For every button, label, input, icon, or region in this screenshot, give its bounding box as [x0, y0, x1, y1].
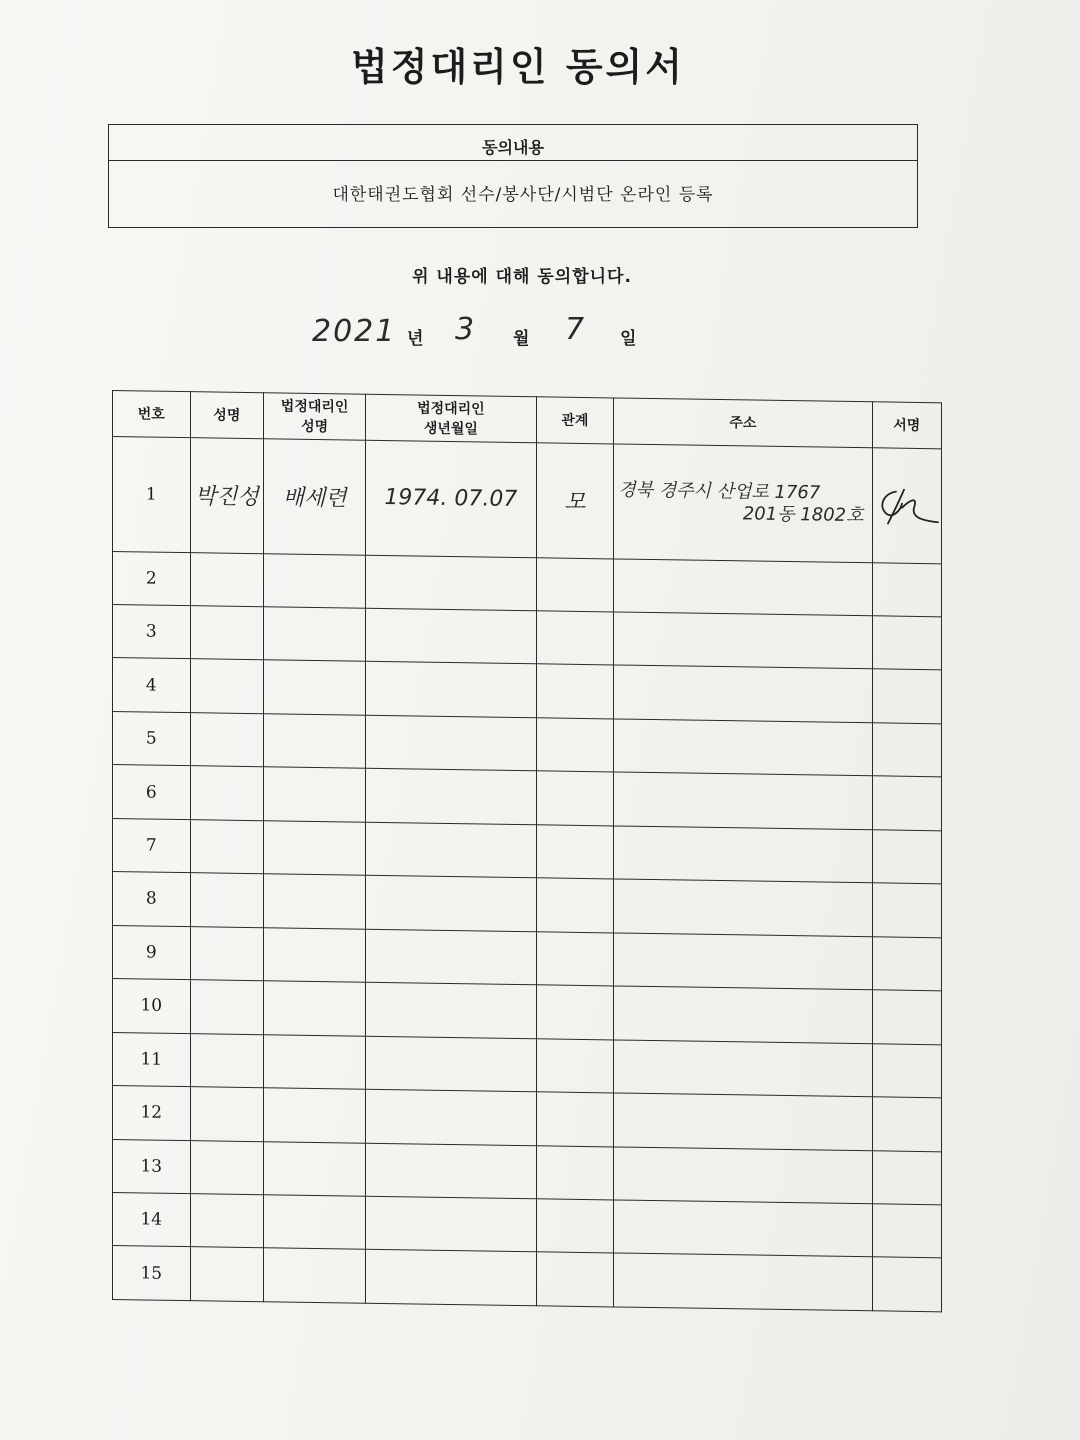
row-name — [190, 926, 264, 981]
row-guardian-dob — [366, 876, 536, 932]
row-signature — [872, 616, 942, 670]
row-relation — [536, 718, 614, 773]
row-guardian-name — [264, 821, 366, 876]
row-guardian-dob — [366, 822, 536, 878]
agreement-text: 위 내용에 대해 동의합니다. — [412, 267, 632, 287]
row-no: 2 — [113, 551, 191, 606]
date-year: 2021 — [312, 314, 397, 349]
header-relation: 관계 — [536, 397, 614, 444]
row-signature — [872, 669, 942, 723]
row-relation — [536, 932, 614, 987]
row-guardian-dob — [366, 929, 536, 985]
row-guardian-name — [264, 1248, 366, 1303]
row-name — [190, 606, 264, 661]
row-guardian-dob — [366, 1036, 536, 1092]
row-guardian-name: 배세련 — [264, 439, 366, 555]
header-name: 성명 — [190, 392, 264, 439]
row-guardian-name — [264, 1034, 366, 1089]
row-guardian-dob — [366, 608, 536, 664]
row-name — [190, 1194, 264, 1249]
row-signature — [872, 1257, 942, 1312]
row-signature — [872, 830, 942, 884]
row-name — [190, 713, 264, 768]
row-signature — [872, 1097, 942, 1151]
date-month-label: 월 — [513, 329, 530, 349]
row-relation — [536, 1199, 614, 1254]
row-address-line1: 경북 경주시 산업로 1767 — [618, 479, 821, 504]
consent-content: 대한태권도협회 선수/봉사단/시범단 온라인 등록 — [332, 184, 714, 205]
row-address — [614, 1253, 872, 1310]
row-guardian-name — [264, 874, 366, 929]
row-address — [614, 665, 872, 722]
header-guardian-name-line2: 성명 — [301, 418, 329, 435]
row-guardian-dob — [366, 769, 536, 825]
row-no: 8 — [113, 872, 191, 927]
row-no: 9 — [113, 925, 191, 980]
header-no: 번호 — [113, 391, 191, 438]
row-guardian-name — [264, 1088, 366, 1143]
date-line — [0, 310, 1080, 360]
row-relation — [536, 985, 614, 1040]
row-relation — [536, 1145, 614, 1200]
row-relation: 모 — [536, 443, 614, 559]
guardian-table — [112, 390, 942, 1312]
row-address — [614, 1200, 872, 1257]
row-relation — [536, 557, 614, 612]
row-address — [614, 826, 872, 883]
header-guardian-name-line1: 법정대리인 — [280, 398, 349, 416]
row-no: 3 — [113, 605, 191, 660]
row-relation — [536, 664, 614, 719]
row-guardian-name — [264, 607, 366, 662]
row-relation — [536, 878, 614, 933]
row-address — [614, 1146, 872, 1203]
row-guardian-dob — [366, 662, 536, 718]
header-guardian-dob-line1: 법정대리인 — [417, 400, 485, 418]
date-day: 7 — [565, 312, 585, 347]
row-relation — [536, 1092, 614, 1147]
row-name — [190, 1033, 264, 1088]
header-guardian-name — [264, 393, 366, 441]
row-address — [614, 1040, 872, 1097]
row-address — [614, 444, 872, 562]
row-name — [190, 766, 264, 821]
document-title: 법정대리인 동의서 — [351, 45, 685, 89]
row-guardian-dob — [366, 715, 536, 771]
table-body — [113, 437, 942, 1312]
consent-heading: 동의내용 — [109, 125, 917, 161]
row-relation — [536, 825, 614, 880]
row-no: 5 — [113, 711, 191, 766]
row-address — [614, 933, 872, 990]
row-signature — [872, 723, 942, 777]
row-address — [614, 879, 872, 936]
row-name — [190, 1247, 264, 1302]
row-address — [614, 986, 872, 1043]
row-guardian-name — [264, 1141, 366, 1196]
date-month: 3 — [455, 312, 475, 347]
row-no: 4 — [113, 658, 191, 713]
row-guardian-name — [264, 714, 366, 769]
row-name: 박진성 — [190, 438, 264, 554]
row-address — [614, 772, 872, 829]
row-guardian-dob — [366, 1250, 536, 1306]
row-signature — [872, 1204, 942, 1258]
consent-box — [108, 124, 918, 228]
row-signature — [872, 936, 942, 990]
row-name — [190, 980, 264, 1035]
header-signature: 서명 — [872, 402, 942, 449]
date-day-label: 일 — [620, 329, 637, 349]
row-no: 6 — [113, 765, 191, 820]
row-no: 13 — [113, 1139, 191, 1194]
guardian-table-wrap — [112, 390, 942, 1312]
row-no: 12 — [113, 1086, 191, 1141]
row-no: 1 — [113, 437, 191, 553]
row-guardian-name — [264, 981, 366, 1036]
header-address: 주소 — [614, 398, 872, 448]
row-relation — [536, 1252, 614, 1307]
row-name — [190, 873, 264, 928]
row-guardian-dob — [366, 1143, 536, 1199]
row-guardian-dob — [366, 555, 536, 611]
signature-mark — [874, 485, 940, 526]
row-guardian-name — [264, 767, 366, 822]
row-no: 11 — [113, 1032, 191, 1087]
row-guardian-name — [264, 553, 366, 608]
row-name — [190, 552, 264, 607]
row-guardian-name — [264, 927, 366, 982]
row-signature — [872, 448, 942, 564]
row-relation — [536, 771, 614, 826]
row-signature — [872, 1150, 942, 1204]
row-name — [190, 1087, 264, 1142]
row-no: 15 — [113, 1246, 191, 1301]
header-guardian-dob — [366, 394, 536, 443]
row-address — [614, 719, 872, 776]
date-year-label: 년 — [407, 329, 424, 349]
row-relation — [536, 611, 614, 666]
row-signature — [872, 883, 942, 937]
row-name — [190, 819, 264, 874]
table-row — [113, 1246, 942, 1312]
row-guardian-name — [264, 1195, 366, 1250]
row-no: 10 — [113, 979, 191, 1034]
row-name — [190, 1140, 264, 1195]
row-relation — [536, 1038, 614, 1093]
row-address-line2: 201동 1802호 — [742, 503, 864, 526]
table-row — [113, 437, 942, 564]
row-signature — [872, 562, 942, 616]
row-signature — [872, 990, 942, 1044]
row-address — [614, 612, 872, 669]
row-guardian-dob — [366, 1089, 536, 1145]
row-name — [190, 659, 264, 714]
row-no: 14 — [113, 1192, 191, 1247]
row-guardian-dob — [366, 982, 536, 1038]
row-address — [614, 1093, 872, 1150]
row-signature — [872, 1043, 942, 1097]
row-guardian-name — [264, 660, 366, 715]
header-guardian-dob-line2: 생년월일 — [423, 420, 478, 437]
row-address — [614, 558, 872, 615]
row-signature — [872, 776, 942, 830]
row-guardian-dob: 1974. 07.07 — [366, 440, 536, 557]
row-no: 7 — [113, 818, 191, 873]
row-guardian-dob — [366, 1196, 536, 1252]
